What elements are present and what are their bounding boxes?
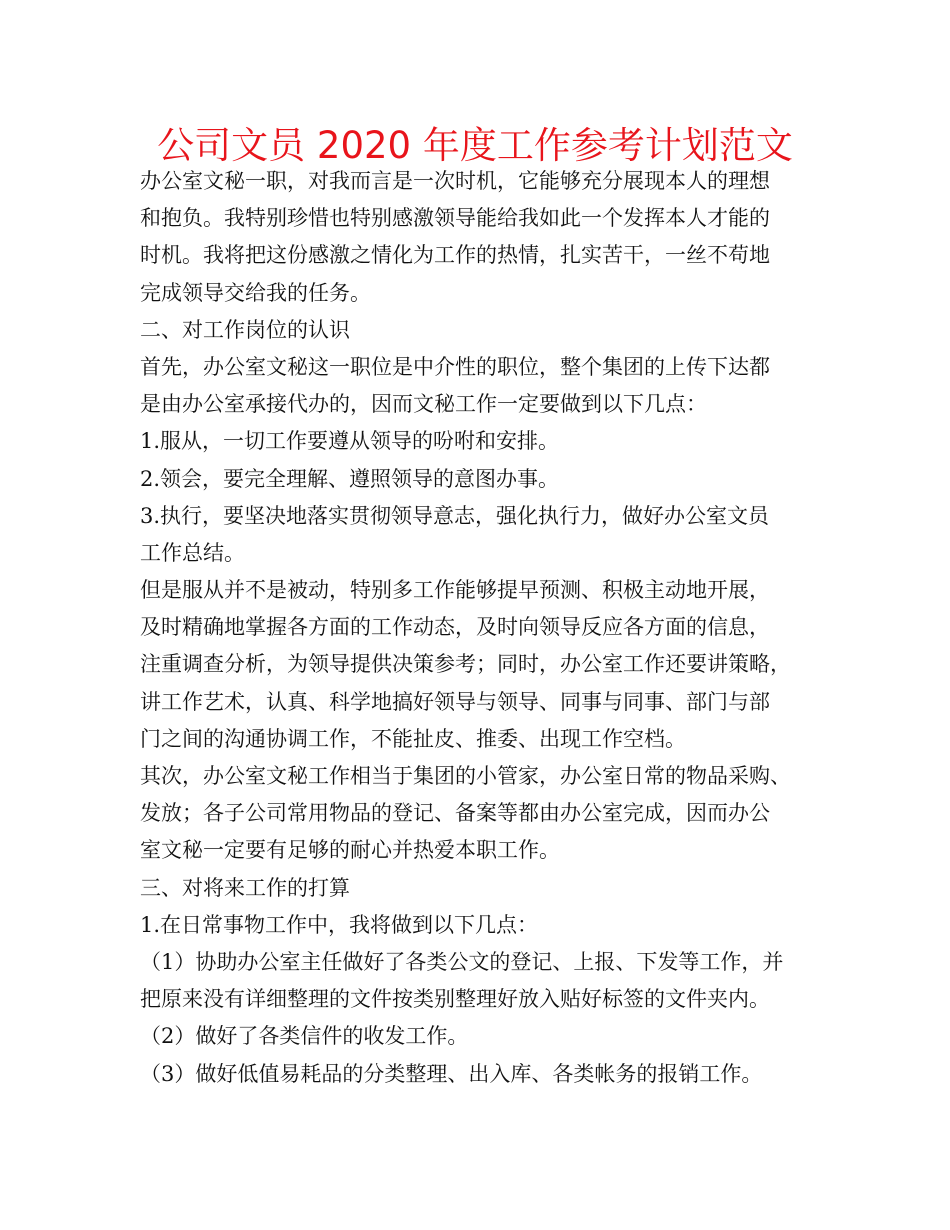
list-item: 3.执行，要坚决地落实贯彻领导意志，强化执行力，做好办公室文员 — [140, 503, 770, 528]
section-heading: 二、对工作岗位的认识 — [140, 317, 350, 342]
body-line: 时机。我将把这份感激之情化为工作的热情，扎实苦干，一丝不苟地 — [140, 243, 770, 268]
body-line: 及时精确地掌握各方面的工作动态，及时向领导反应各方面的信息， — [140, 615, 770, 640]
body-line: 发放；各子公司常用物品的登记、备案等都由办公室完成，因而办公 — [140, 801, 770, 826]
body-line: 门之间的沟通协调工作，不能扯皮、推委、出现工作空档。 — [140, 726, 686, 751]
body-line: 注重调查分析，为领导提供决策参考；同时，办公室工作还要讲策略， — [140, 652, 791, 677]
list-item: 2.领会，要完全理解、遵照领导的意图办事。 — [140, 466, 560, 491]
body-line: 把原来没有详细整理的文件按类别整理好放入贴好标签的文件夹内。 — [140, 987, 770, 1012]
body-line: 工作总结。 — [140, 540, 245, 565]
sub-list-item: （2）做好了各类信件的收发工作。 — [140, 1024, 469, 1049]
body-line: 是由办公室承接代办的，因而文秘工作一定要做到以下几点： — [140, 392, 707, 417]
list-item: 1.服从，一切工作要遵从领导的吩咐和安排。 — [140, 429, 560, 454]
sub-list-item: （1）协助办公室主任做好了各类公文的登记、上报、下发等工作，并 — [140, 949, 784, 974]
body-line: 完成领导交给我的任务。 — [140, 280, 371, 305]
body-line: 但是服从并不是被动，特别多工作能够提早预测、积极主动地开展， — [140, 578, 770, 603]
body-line: 其次，办公室文秘工作相当于集团的小管家，办公室日常的物品采购、 — [140, 764, 791, 788]
body-line: 室文秘一定要有足够的耐心并热爱本职工作。 — [140, 838, 560, 863]
body-line: 首先，办公室文秘这一职位是中介性的职位，整个集团的上传下达都 — [140, 354, 770, 379]
list-item: 1.在日常事物工作中，我将做到以下几点： — [140, 912, 539, 937]
body-line: 讲工作艺术，认真、科学地搞好领导与领导、同事与同事、部门与部 — [140, 689, 770, 714]
section-heading: 三、对将来工作的打算 — [140, 875, 350, 900]
document-title: 公司文员 2020 年度工作参考计划范文 — [157, 124, 793, 167]
body-line: 办公室文秘一职，对我而言是一次时机，它能够充分展现本人的理想 — [140, 169, 770, 193]
document-body — [140, 163, 820, 1093]
body-line: 和抱负。我特别珍惜也特别感激领导能给我如此一个发挥本人才能的 — [140, 206, 770, 231]
sub-list-item: （3）做好低值易耗品的分类整理、出入库、各类帐务的报销工作。 — [140, 1061, 763, 1086]
